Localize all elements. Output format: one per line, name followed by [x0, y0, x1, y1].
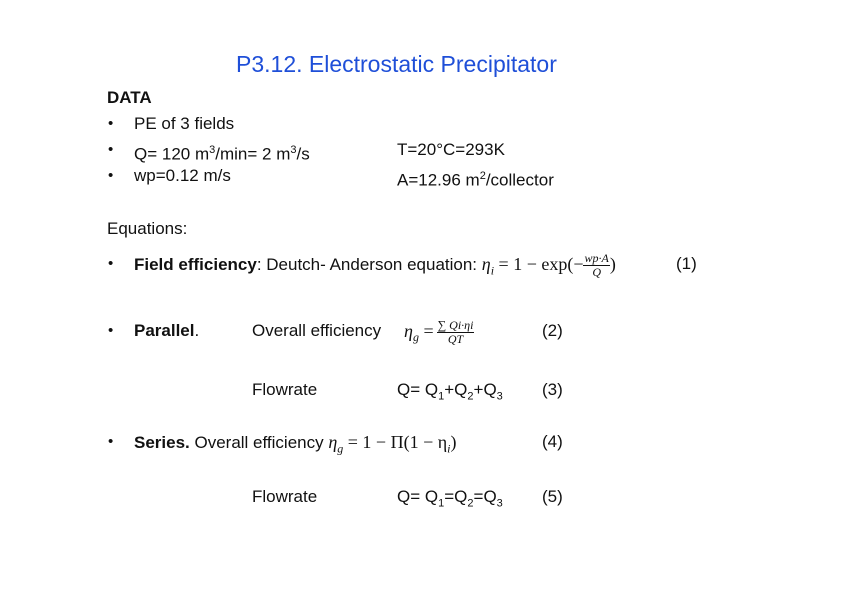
- eq-number-2: (2): [542, 321, 563, 340]
- series-lhs-sub: g: [337, 441, 344, 456]
- series-lhs: η: [328, 432, 338, 452]
- eq-number-1: (1): [676, 254, 697, 273]
- parallel-fraction: [437, 319, 475, 346]
- parallel-flow-s3: 3: [496, 390, 503, 403]
- series-flow-q: Q= Q: [397, 487, 439, 506]
- parallel-flow-q: Q= Q: [397, 380, 439, 399]
- parallel-lhs: η: [404, 321, 413, 341]
- eq-number-5: (5): [542, 487, 563, 506]
- field-eff-rhs-pre: = 1 − exp(−: [494, 254, 584, 274]
- series-rhs: = 1 − Π(1 − η: [343, 432, 448, 452]
- parallel-label: [134, 321, 199, 341]
- area-item-b: /collector: [485, 170, 554, 190]
- parallel-flow-p1: +Q: [444, 380, 468, 399]
- pe-item: PE of 3 fields: [134, 114, 235, 133]
- parallel-flow-equation: [397, 380, 503, 406]
- field-eff-lhs: η: [481, 254, 491, 274]
- bullet-marker: •: [108, 255, 114, 272]
- series-flow-p2: =Q: [473, 487, 497, 506]
- series-text: Overall efficiency: [189, 433, 329, 452]
- flow-item-a: Q= 120 m: [134, 144, 210, 164]
- area-item-a: A=12.96 m: [397, 170, 480, 190]
- parallel-overall-label: Overall efficiency: [252, 321, 382, 340]
- field-efficiency-label: Field efficiency: [134, 255, 257, 274]
- series-flow-p1: =Q: [444, 487, 468, 506]
- series-flow-label: Flowrate: [252, 487, 318, 506]
- eq-number-4: (4): [542, 432, 563, 451]
- series-line: [134, 422, 457, 462]
- series-flow-s3: 3: [496, 497, 503, 510]
- parallel-lhs-sub: g: [412, 330, 419, 345]
- series-rhs-sub: i: [447, 441, 451, 456]
- flow-item-sup2: 3: [290, 144, 297, 156]
- bullet-marker: •: [108, 433, 114, 450]
- bullet-marker: •: [108, 167, 114, 184]
- series-flow-s1: 1: [438, 497, 445, 510]
- flow-item-sup1: 3: [209, 144, 216, 156]
- page-title: P3.12. Electrostatic Precipitator: [236, 51, 557, 77]
- bullet-marker: •: [108, 141, 114, 158]
- series-rhs-end: ): [450, 432, 457, 452]
- field-eff-fraction: [583, 252, 609, 279]
- flow-item-b: /min= 2 m: [215, 144, 291, 164]
- temperature-item: T=20°C=293K: [397, 140, 505, 159]
- data-heading-text: DATA: [107, 88, 152, 107]
- wp-item: wp=0.12 m/s: [134, 166, 231, 185]
- parallel-flow-p2: +Q: [473, 380, 497, 399]
- data-heading: [107, 88, 152, 108]
- parallel-eq-sign: =: [418, 321, 434, 341]
- bullet-marker: •: [108, 115, 114, 132]
- flow-item: [134, 140, 310, 165]
- parallel-label-dot: .: [194, 321, 200, 340]
- series-label: Series.: [134, 433, 190, 452]
- field-eff-frac-num: wp·A: [584, 251, 609, 266]
- parallel-flow-s1: 1: [438, 390, 445, 403]
- field-eff-lhs-sub: i: [490, 263, 495, 278]
- flow-item-c: /s: [296, 144, 310, 164]
- bullet-marker: •: [108, 322, 114, 339]
- area-item-sup: 2: [479, 170, 486, 182]
- parallel-flow-label: Flowrate: [252, 380, 318, 399]
- parallel-flow-s2: 2: [467, 390, 474, 403]
- series-flow-s2: 2: [467, 497, 474, 510]
- series-flow-equation: [397, 487, 503, 513]
- field-efficiency-text: : Deutch- Anderson equation:: [256, 255, 482, 274]
- equations-heading: Equations:: [107, 219, 188, 238]
- field-eff-rhs-post: ): [609, 254, 616, 274]
- parallel-frac-den: QT: [447, 332, 464, 347]
- area-item: [397, 166, 554, 191]
- field-efficiency-line: [134, 244, 616, 284]
- parallel-frac-num: ∑ Qi·ηi: [437, 318, 474, 333]
- field-eff-frac-den: Q: [592, 265, 601, 280]
- parallel-label-text: Parallel: [134, 321, 195, 340]
- parallel-equation: [404, 311, 474, 351]
- eq-number-3: (3): [542, 380, 563, 399]
